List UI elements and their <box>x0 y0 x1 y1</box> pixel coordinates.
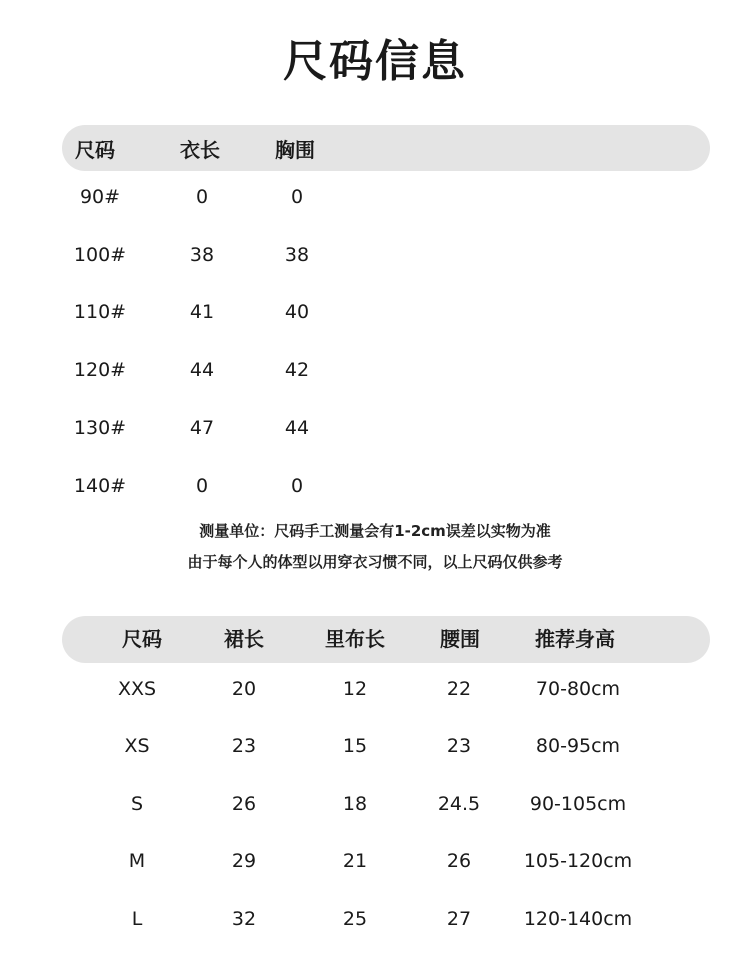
header-chest: 胸围 <box>275 138 315 162</box>
lining-length-cell: 15 <box>342 735 368 757</box>
header-recommended-height: 推荐身高 <box>535 627 615 651</box>
size-cell: M <box>128 850 146 872</box>
waist-cell: 24.5 <box>437 793 481 815</box>
disclaimer-note: 由于每个人的体型以用穿衣习惯不同，以上尺码仅供参考 <box>187 553 563 571</box>
header-size: 尺码 <box>75 138 115 162</box>
header-lining-length: 里布长 <box>325 627 385 651</box>
lining-length-cell: 25 <box>342 908 368 930</box>
chest-cell: 0 <box>290 475 304 497</box>
length-cell: 38 <box>189 244 215 266</box>
waist-cell: 26 <box>446 850 472 872</box>
length-cell: 44 <box>189 359 215 381</box>
size-cell: 110# <box>73 301 127 323</box>
skirt-length-cell: 23 <box>231 735 257 757</box>
measurement-note: 测量单位：尺码手工测量会有1-2cm误差以实物为准 <box>199 522 551 540</box>
skirt-length-cell: 20 <box>231 678 257 700</box>
chest-cell: 0 <box>290 186 304 208</box>
size-cell: 100# <box>73 244 127 266</box>
height-cell: 80-95cm <box>535 735 621 757</box>
waist-cell: 27 <box>446 908 472 930</box>
chest-cell: 42 <box>284 359 310 381</box>
skirt-length-cell: 26 <box>231 793 257 815</box>
size-cell: 140# <box>73 475 127 497</box>
length-cell: 0 <box>195 475 209 497</box>
skirt-length-cell: 32 <box>231 908 257 930</box>
header-skirt-length: 裙长 <box>224 627 264 651</box>
page-title: 尺码信息 <box>283 36 467 87</box>
table-header-bar <box>62 125 710 171</box>
size-cell: XXS <box>117 678 157 700</box>
size-cell: 120# <box>73 359 127 381</box>
height-cell: 90-105cm <box>529 793 627 815</box>
waist-cell: 22 <box>446 678 472 700</box>
lining-length-cell: 21 <box>342 850 368 872</box>
lining-length-cell: 18 <box>342 793 368 815</box>
size-cell: 130# <box>73 417 127 439</box>
chest-cell: 38 <box>284 244 310 266</box>
length-cell: 0 <box>195 186 209 208</box>
height-cell: 105-120cm <box>523 850 633 872</box>
length-cell: 41 <box>189 301 215 323</box>
size-cell: 90# <box>79 186 121 208</box>
size-cell: XS <box>124 735 150 757</box>
header-waist: 腰围 <box>440 627 480 651</box>
height-cell: 70-80cm <box>535 678 621 700</box>
lining-length-cell: 12 <box>342 678 368 700</box>
height-cell: 120-140cm <box>523 908 633 930</box>
waist-cell: 23 <box>446 735 472 757</box>
size-cell: L <box>131 908 143 930</box>
header-size: 尺码 <box>122 627 162 651</box>
length-cell: 47 <box>189 417 215 439</box>
chest-cell: 44 <box>284 417 310 439</box>
skirt-length-cell: 29 <box>231 850 257 872</box>
size-cell: S <box>130 793 144 815</box>
header-length: 衣长 <box>180 138 220 162</box>
chest-cell: 40 <box>284 301 310 323</box>
